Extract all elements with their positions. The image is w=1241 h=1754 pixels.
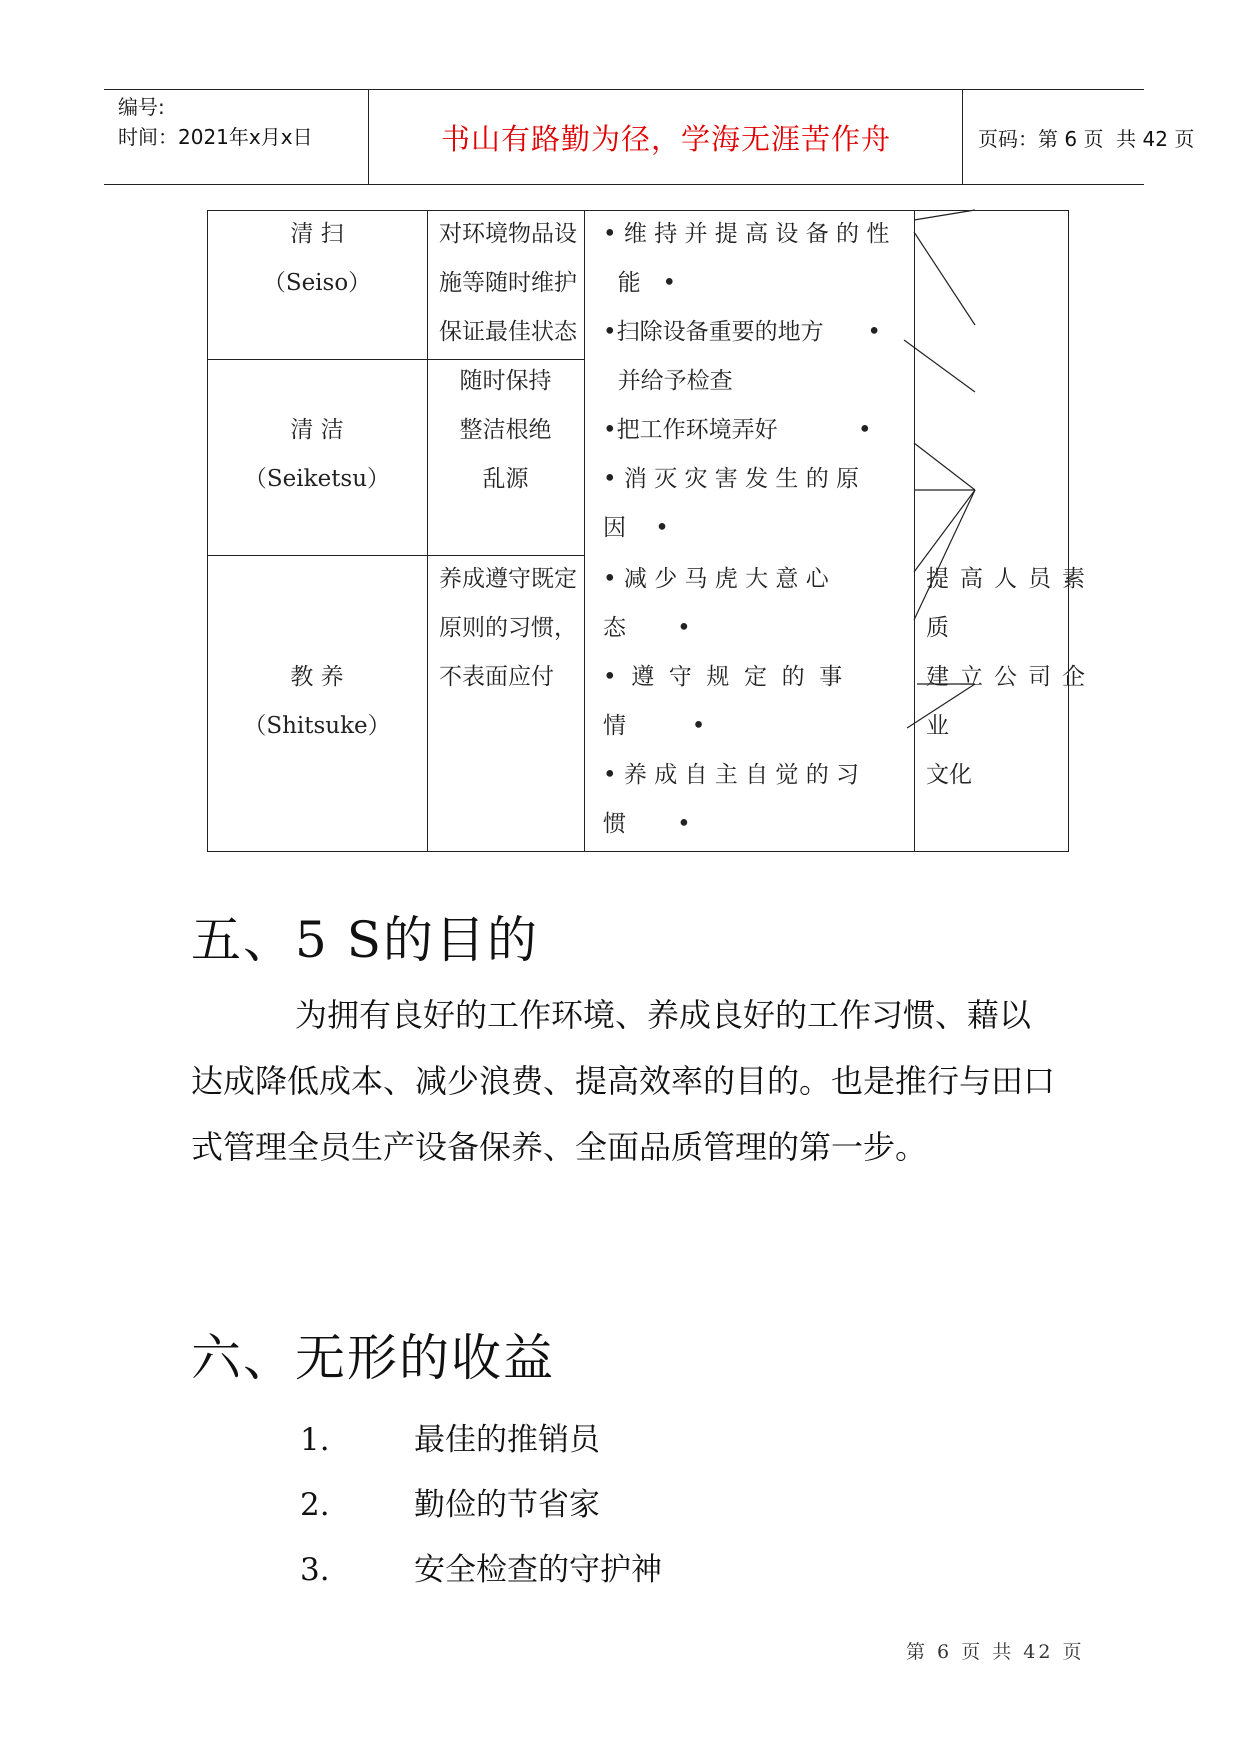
list-item — [300, 1414, 600, 1459]
row3-result-line: 文化 — [926, 762, 972, 788]
row1-name: 清 扫 — [290, 221, 344, 247]
connector-line — [914, 232, 975, 325]
list-number: 3. — [300, 1552, 330, 1588]
page-header — [104, 89, 1195, 185]
list-text: 安全检查的守护神 — [414, 1552, 662, 1588]
row3-point-line: • 遵 守 规 定 的 事 — [603, 664, 843, 690]
connector-line — [914, 490, 975, 620]
row1-point-line: 能 • — [603, 270, 677, 296]
row1-point-line: • 维 持 并 提 高 设 备 的 性 — [603, 221, 890, 247]
row1-point-line: •扫除设备重要的地方 • — [603, 319, 881, 345]
header-page-info: 页码：第 6 页 共 42 页 — [978, 126, 1195, 151]
row2-def-line: 乱源 — [482, 466, 529, 492]
paragraph-line: 为拥有良好的工作环境、养成良好的工作习惯、藉以 — [295, 996, 1032, 1034]
row3-point-line: 惯 • — [603, 811, 691, 837]
date-line: 时间：2021年x月x日 — [118, 125, 313, 149]
row2-point-line: • 消 灭 灾 害 发 生 的 原 — [603, 466, 860, 492]
row3-def-line: 不表面应付 — [439, 664, 554, 690]
connector-line — [914, 210, 975, 220]
connector-lines — [207, 210, 1096, 852]
row3-result-line: 业 — [926, 713, 949, 739]
list-text: 最佳的推销员 — [414, 1422, 600, 1458]
row3-point-line: • 养 成 自 主 自 觉 的 习 — [603, 762, 860, 788]
row1-romaji: （Seiso） — [262, 270, 372, 296]
row3-name: 教 养 — [290, 664, 344, 690]
row3-point-line: • 减 少 马 虎 大 意 心 — [603, 566, 829, 592]
row2-romaji: （Seiketsu） — [243, 466, 391, 492]
row2-point-line: •把工作环境弄好 • — [603, 417, 872, 443]
row3-romaji: （Shitsuke） — [243, 713, 391, 739]
row3-result-line: 质 — [926, 615, 949, 641]
list-item — [300, 1479, 600, 1524]
paragraph-line: 达成降低成本、减少浪费、提高效率的目的。也是推行与田口 — [191, 1062, 1056, 1100]
section5-heading: 五、5 S的目的 — [191, 911, 539, 969]
row3-result-line: 提高人员素 — [926, 566, 1096, 592]
row3-def-line: 原则的习惯， — [439, 615, 577, 641]
section5-paragraph — [191, 982, 1079, 1180]
row2-name: 清 洁 — [290, 417, 344, 443]
connector-line — [907, 684, 975, 728]
row3-def-line: 养成遵守既定 — [439, 566, 577, 592]
row3-result-line: 建立公司企 — [926, 664, 1096, 690]
row1-def-line: 施等随时维护 — [439, 270, 577, 296]
serial-label: 编号: — [118, 95, 165, 119]
connector-line — [914, 443, 975, 490]
connector-line — [914, 490, 975, 572]
list-text: 勤俭的节省家 — [414, 1487, 600, 1523]
header-meta — [118, 92, 368, 152]
row2-point-line: 因 • — [603, 515, 669, 541]
row1-def-line: 保证最佳状态 — [439, 319, 577, 345]
section6-heading: 六、无形的收益 — [191, 1329, 555, 1387]
header-divider — [962, 90, 963, 184]
page-footer: 第 6 页 共 42 页 — [906, 1641, 1085, 1663]
row2-def-line: 随时保持 — [459, 368, 552, 394]
five-s-table — [207, 210, 1096, 852]
row3-point-line: 态 • — [603, 615, 691, 641]
row3-point-line: 情 • — [603, 713, 706, 739]
row2-def-line: 整洁根绝 — [459, 417, 552, 443]
row1-point-line: 并给予检查 — [603, 368, 733, 394]
list-number: 2. — [300, 1487, 330, 1523]
connector-line — [904, 340, 975, 392]
paragraph-line: 式管理全员生产设备保养、全面品质管理的第一步。 — [191, 1128, 928, 1166]
header-divider — [368, 90, 369, 184]
header-motto: 书山有路勤为径，学海无涯苦作舟 — [440, 121, 891, 156]
row1-def-line: 对环境物品设 — [439, 221, 577, 247]
list-number: 1. — [300, 1422, 330, 1458]
list-item — [300, 1544, 662, 1589]
